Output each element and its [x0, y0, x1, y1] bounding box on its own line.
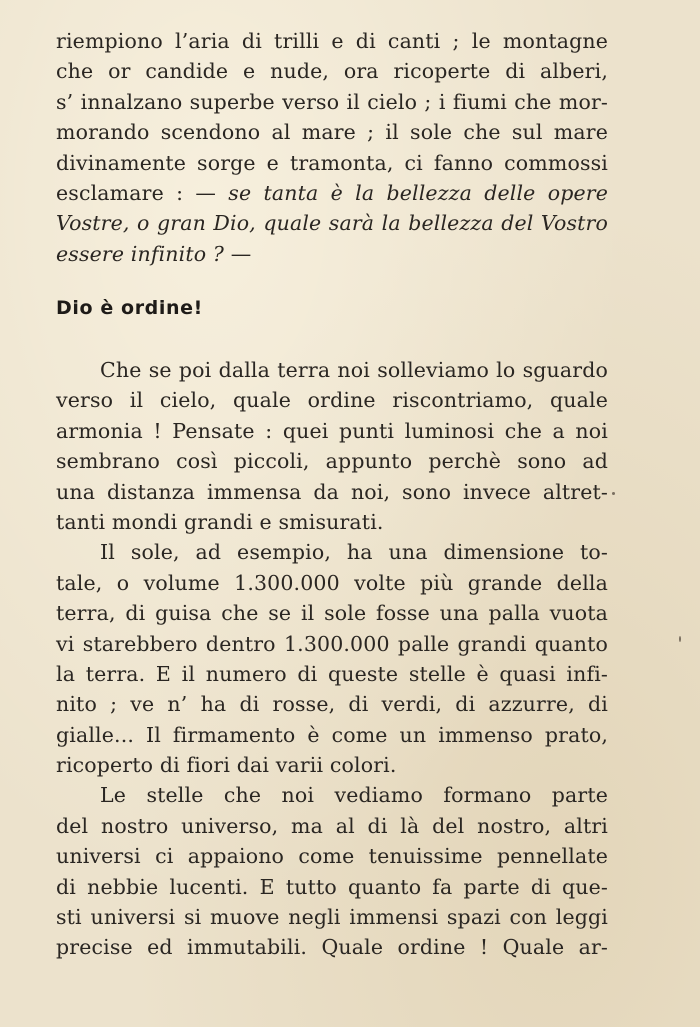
- text-line: armonia ! Pensate : quei punti luminosi che a noi: [56, 418, 608, 443]
- exclaim-lead: esclamare : —: [56, 180, 217, 205]
- intro-passage: [56, 26, 608, 269]
- section-heading: Dio è ordine!: [56, 297, 203, 319]
- quote-text: essere infinito ?: [56, 241, 225, 266]
- quote-line: [56, 239, 608, 269]
- text-line: Il sole, ad esempio, ha una dimensione to-: [100, 540, 608, 565]
- text-line: di nebbie lucenti. E tutto quanto fa parte di que-: [56, 874, 608, 899]
- text-line: nito ; ve n’ ha di rosse, di verdi, di azzurre, di: [56, 692, 608, 717]
- text-line: universi ci appaiono come tenuissime pennellate: [56, 844, 608, 869]
- text-line: riempiono l’aria di trilli e di canti ; le montagne: [56, 29, 608, 53]
- text-line: gialle... Il firmamento è come un immenso prato,: [56, 722, 608, 747]
- text-line: s’ innalzano superbe verso il cielo ; i fiumi che mor-: [56, 89, 608, 114]
- text-line: sembrano così piccoli, appunto perchè sono ad: [56, 449, 608, 474]
- text-line: [56, 178, 608, 208]
- text-line: terra, di guisa che se il sole fosse una palla vuota: [56, 601, 608, 626]
- section-body: [56, 355, 608, 963]
- text-line: una distanza immensa da noi, sono invece altret-: [56, 479, 608, 504]
- text-line: precise ed immutabili. Quale ordine ! Quale ar-: [56, 935, 608, 960]
- paper-speck: [612, 492, 615, 495]
- quote-line: Vostre, o gran Dio, quale sarà la bellezza del Vostro: [56, 211, 608, 236]
- text-line: tanti mondi grandi e smisurati.: [56, 509, 384, 534]
- text-line: sti universi si muove negli immensi spazi con leggi: [56, 905, 608, 930]
- text-line: Le stelle che noi vediamo formano parte: [100, 783, 608, 808]
- text-line: del nostro universo, ma al di là del nostro, altri: [56, 813, 608, 838]
- closing-dash: —: [230, 241, 252, 266]
- text-line: ricoperto di fiori dai varii colori.: [56, 753, 397, 778]
- quote-text: se tanta è la bellezza delle opere: [228, 180, 608, 205]
- text-line: che or candide e nude, ora ricoperte di alberi,: [56, 59, 608, 84]
- paper-speck: [679, 636, 681, 642]
- text-line: divinamente sorge e tramonta, ci fanno commossi: [56, 150, 608, 175]
- text-line: verso il cielo, quale ordine riscontriamo, quale: [56, 388, 608, 413]
- text-line: la terra. E il numero di queste stelle è quasi infi-: [56, 661, 608, 686]
- text-line: vi starebbero dentro 1.300.000 palle grandi quanto: [56, 631, 608, 656]
- text-line: tale, o volume 1.300.000 volte più grande della: [56, 570, 608, 595]
- text-line: Che se poi dalla terra noi solleviamo lo sguardo: [100, 358, 608, 382]
- text-line: morando scendono al mare ; il sole che sul mare: [56, 120, 608, 145]
